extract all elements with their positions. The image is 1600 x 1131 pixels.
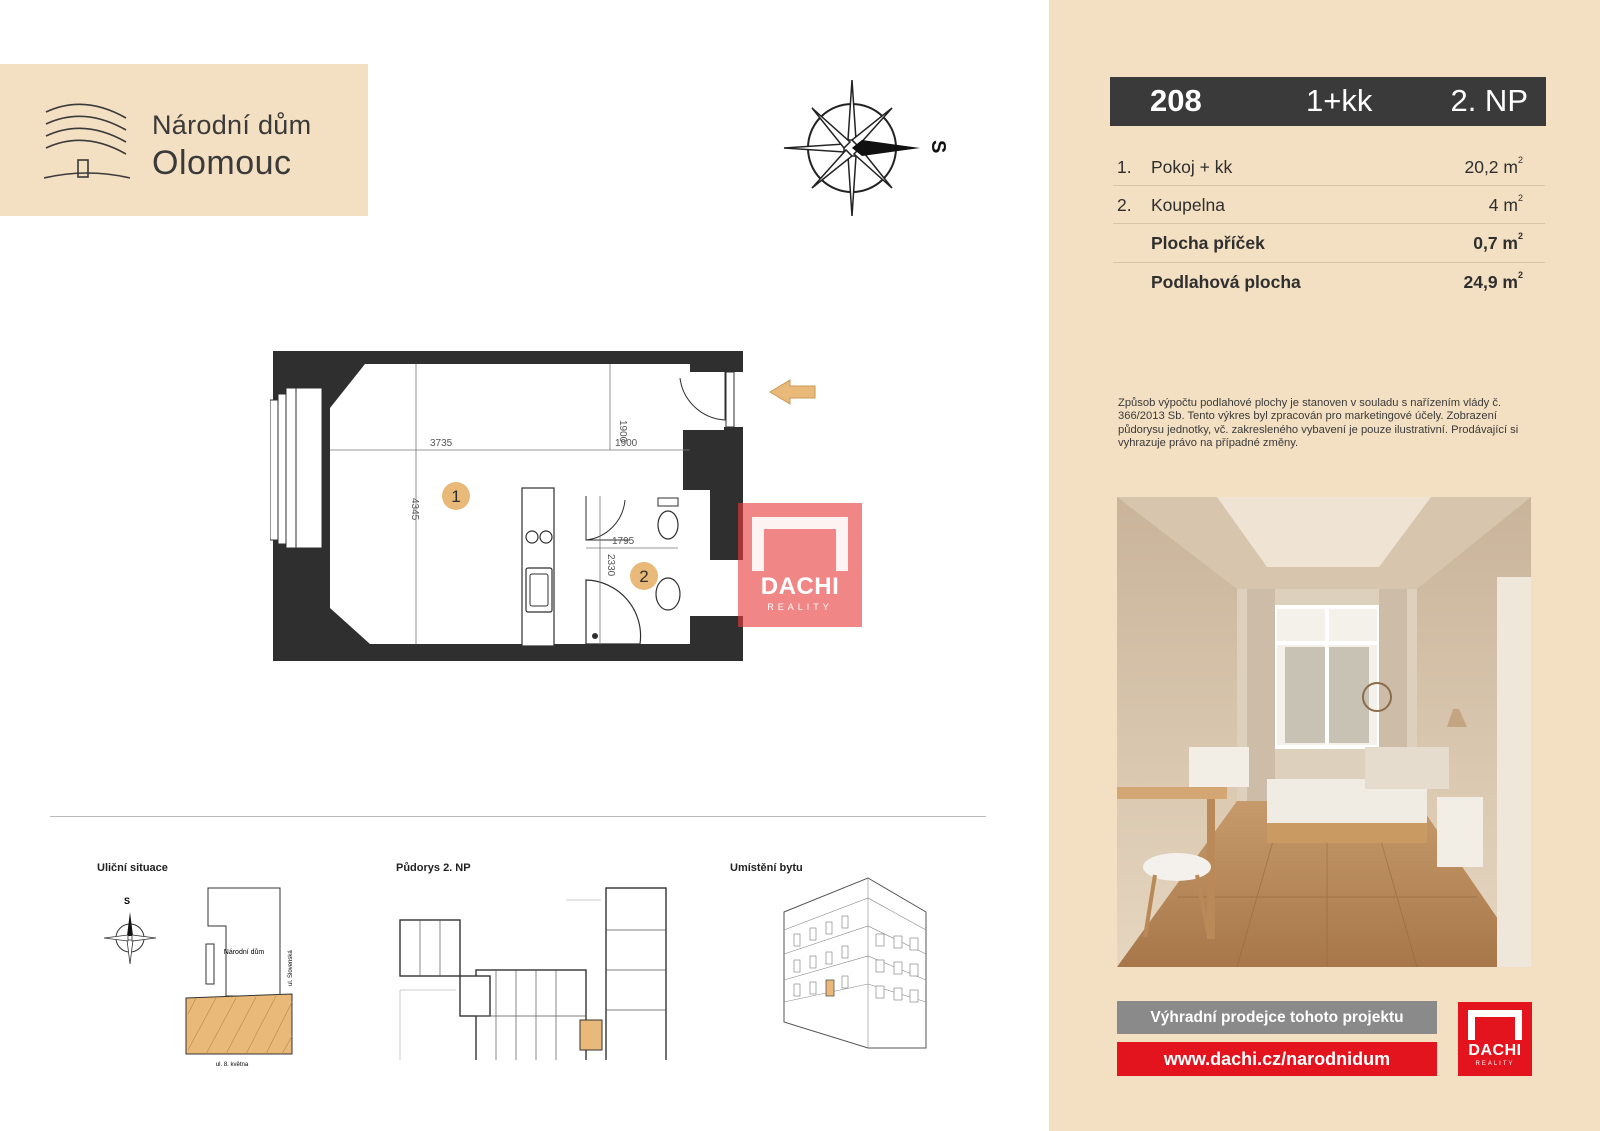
unit-location-label: Umístění bytu [730, 862, 803, 874]
compass-rose-icon [782, 78, 972, 220]
brand-name: Národní dům [152, 110, 312, 140]
floor-area-label: Podlahová plocha [1151, 272, 1301, 292]
partition-area-value: 0,7 $m^2$ [1473, 231, 1523, 253]
compass-label: S [927, 140, 949, 154]
project-logo [0, 64, 368, 216]
unit-type: 1+kk [1306, 83, 1373, 118]
dachi-logo-name: DACHI [1468, 1042, 1522, 1059]
dachi-logo-sub: REALITY [1475, 1061, 1515, 1067]
dim-height-main: 4345 [409, 498, 420, 521]
legal-disclaimer: Způsob výpočtu podlahové plochy je stanoven v souladu s nařízením vlády č. 366/2013 Sb. Tento výkres byl zpracován pro marketingové účely. Zobrazení půdorysu jednotky, vč. zakresleného vybavení je pouze ilustrativní. Prodávající si vyhrazuje právo na případné změny. [1118, 397, 1519, 449]
floor-area-value: 24,9 $m^2$ [1463, 270, 1523, 292]
street-situation-map [96, 886, 316, 1076]
building-logo-icon [44, 92, 130, 184]
room-row [1113, 148, 1545, 186]
mini-compass-label: S [123, 896, 131, 906]
room-number: 1. [1117, 157, 1132, 177]
dachi-logo[interactable] [1458, 1002, 1532, 1076]
floor-plan-label: Půdorys 2. NP [396, 862, 471, 874]
street-building-name: Národní dům [223, 949, 265, 956]
room-area: 4 $m^2$ [1488, 193, 1523, 215]
dim-height-small: 1900 [617, 420, 628, 443]
room-row [1113, 186, 1545, 224]
room-name: Koupelna [1151, 195, 1225, 215]
room-marker-2: 2 [639, 567, 649, 586]
street-situation-label: Uliční situace [97, 862, 168, 874]
partition-area-row [1113, 224, 1545, 262]
floor-overview-plan [396, 880, 676, 1060]
dim-bath-width: 1795 [612, 536, 635, 547]
section-divider [50, 816, 986, 817]
dachi-roof-icon [1468, 1010, 1522, 1040]
unit-number: 208 [1150, 83, 1202, 118]
dim-width-main: 3735 [430, 438, 453, 449]
building-location-drawing [780, 872, 930, 1052]
unit-header-bar [1110, 77, 1546, 126]
unit-floor: 2. NP [1450, 83, 1528, 118]
room-number: 2. [1117, 195, 1132, 215]
watermark-name: DACHI [760, 573, 840, 600]
room-area: 20,2 $m^2$ [1464, 155, 1523, 177]
dachi-roof-icon [752, 517, 848, 571]
website-link[interactable]: www.dachi.cz/narodnidum [1117, 1042, 1437, 1076]
watermark-sub: REALITY [767, 602, 833, 612]
room-marker-1: 1 [451, 487, 461, 506]
room-name: Pokoj + kk [1151, 157, 1233, 177]
dim-width-small: 1900 [615, 438, 638, 449]
interior-photo [1117, 497, 1531, 967]
mini-compass-icon [104, 912, 156, 964]
partition-area-label: Plocha příček [1151, 233, 1265, 253]
room-table [1113, 148, 1545, 300]
exclusive-seller-banner: Výhradní prodejce tohoto projektu [1117, 1001, 1437, 1034]
brand-city: Olomouc [152, 144, 292, 182]
street-name-8-kvetna: ul. 8. května [215, 1062, 249, 1068]
dim-bath-height: 2330 [605, 554, 616, 577]
floor-area-row [1113, 262, 1545, 300]
dachi-watermark [738, 503, 862, 627]
street-name-slovenska: ul. Slovenská [288, 950, 294, 986]
